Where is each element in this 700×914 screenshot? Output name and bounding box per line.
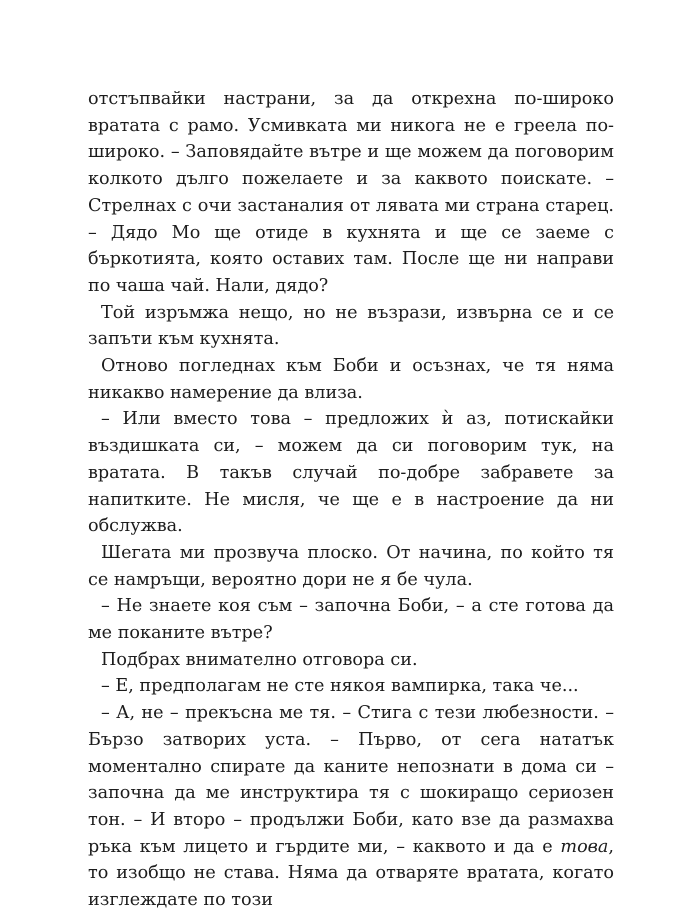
paragraph-text: Подбрах внимателно отговора си.: [101, 649, 418, 670]
paragraph: [88, 700, 614, 914]
paragraph-text: отстъпвайки настрани, за да открехна по-широко вратата с рамо. Усмивката ми никога не е греела по-широко. – Заповядайте вътре и ще можем да поговорим колкото дълго пожелаете и за каквото поискате. – Стрелнах с очи застаналия от лявата ми страна старец. – Дядо Мо ще отиде в кухнята и ще се заеме с бъркотията, която оставих там. После ще ни направи по чаша чай. Нали, дядо?: [88, 89, 614, 296]
paragraph-text: – А, не – прекъсна ме тя. – Стига с тези любезности. – Бързо затворих уста. – Първо, от сега нататък моментално спирате да каните непознати в дома си – започна да ме инструктира тя с шокиращо сериозен тон. – И второ – продължи Боби, като взе да размахва ръка към лицето и гърдите ми, – каквото и да е: [88, 703, 614, 857]
paragraph: [88, 300, 614, 353]
paragraph: [88, 540, 614, 593]
paragraph: [88, 353, 614, 406]
paragraph: [88, 406, 614, 540]
emphasized-text: това: [560, 836, 609, 857]
paragraph: [88, 647, 614, 674]
paragraph: [88, 593, 614, 646]
paragraph-text: Той изръмжа нещо, но не възрази, извърна се и се запъти към кухнята.: [88, 302, 614, 350]
book-page: [88, 86, 614, 914]
paragraph-text: , то изобщо не става. Няма да отваряте вратата, когато изглеждате по този: [88, 836, 614, 911]
paragraph: [88, 86, 614, 300]
paragraph-text: – Или вместо това – предложих ѝ аз, потискайки въздишката си, – можем да си поговорим тук, на вратата. В такъв случай по-добре забравете за напитките. Не мисля, че ще е в настроение да ни обслужва.: [88, 409, 614, 537]
paragraph-text: – Не знаете коя съм – започна Боби, – а сте готова да ме поканите вътре?: [88, 596, 614, 644]
paragraph-text: Шегата ми прозвуча плоско. От начина, по който тя се намръщи, вероятно дори не я бе чула.: [88, 542, 614, 590]
paragraph-text: – Е, предполагам не сте някоя вампирка, така че...: [101, 676, 579, 697]
paragraph-text: Отново погледнах към Боби и осъзнах, че тя няма никакво намерение да влиза.: [88, 356, 614, 403]
paragraph: [88, 673, 614, 700]
